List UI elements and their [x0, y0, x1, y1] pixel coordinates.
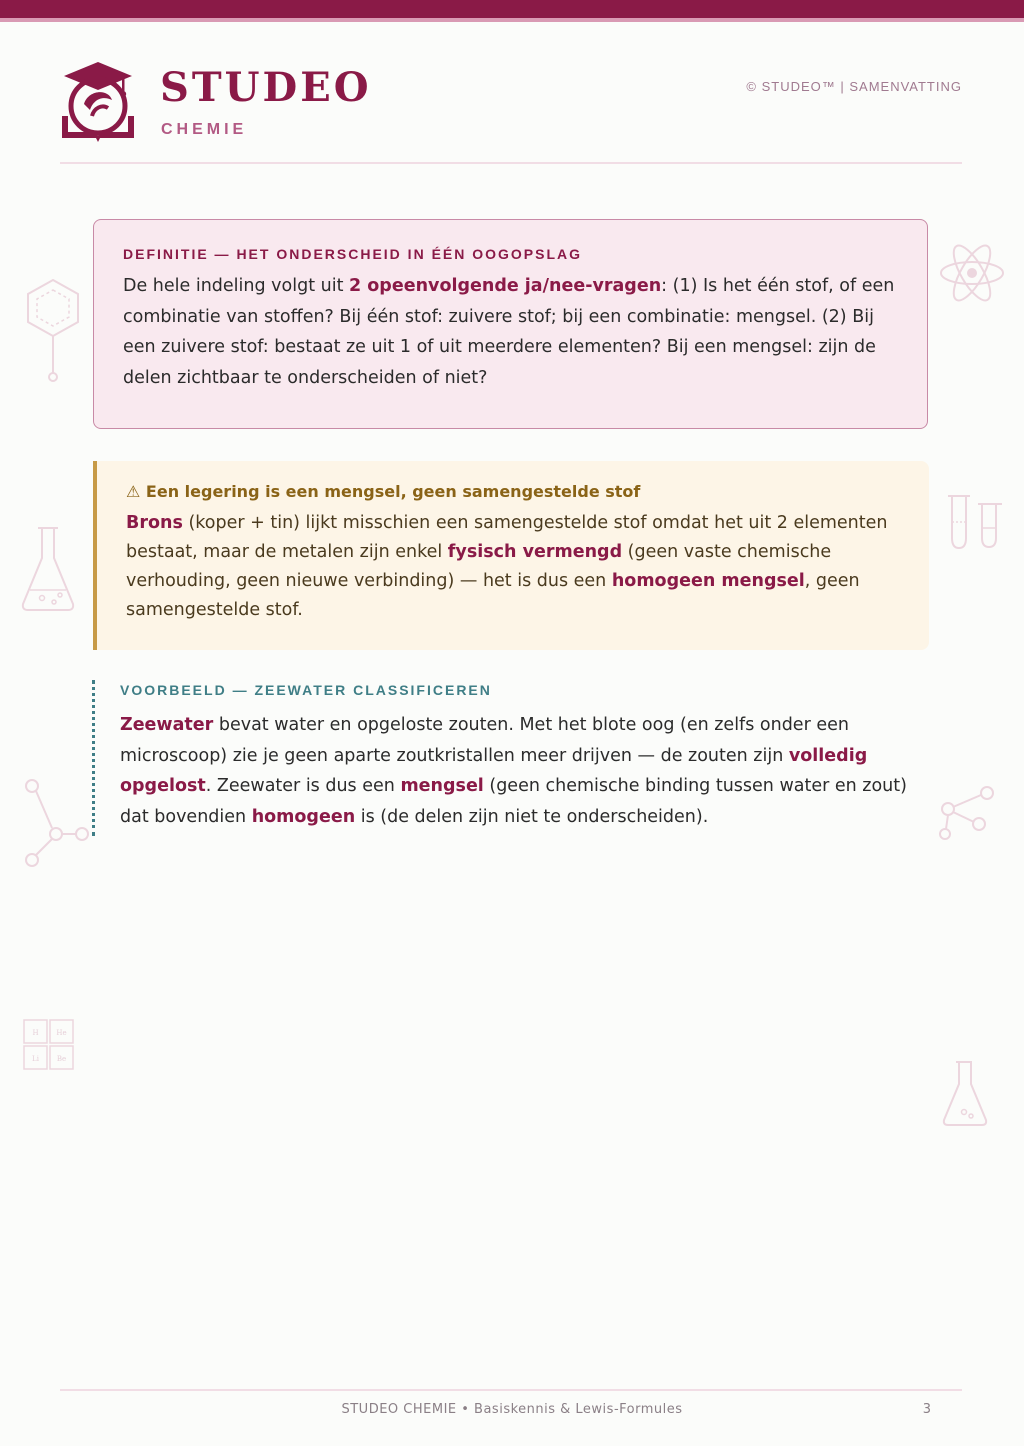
- warning-text: [126, 509, 901, 625]
- warning-highlight: fysisch vermengd: [447, 542, 623, 562]
- example-text-part: (geen chemische binding tussen water en zout) dat bovendien: [120, 776, 907, 827]
- warning-highlight: Brons: [126, 513, 183, 533]
- warning-highlight: homogeen mengsel: [611, 571, 805, 591]
- top-accent-stripe: [0, 18, 1024, 22]
- warning-icon: ⚠: [126, 482, 141, 501]
- footer-divider: [60, 1389, 962, 1391]
- test-tubes-icon: [944, 492, 1006, 550]
- header-copyright: © STUDEO™ | SAMENVATTING: [746, 79, 962, 94]
- example-text: [120, 710, 932, 832]
- studeo-logo-icon: [60, 60, 136, 144]
- brand-title: STUDEO: [160, 64, 372, 111]
- example-text-part: is (de delen zijn niet te onderscheiden).: [355, 806, 709, 827]
- footer-text: STUDEO CHEMIE • Basiskennis & Lewis-Formules: [341, 1402, 683, 1417]
- definition-text: [123, 271, 899, 393]
- periodic-cell-he: He: [56, 1029, 67, 1037]
- warning-title-text: Een legering is een mengsel, geen samengestelde stof: [145, 482, 641, 501]
- warning-box: [93, 461, 929, 650]
- periodic-cell-li: Li: [32, 1055, 39, 1063]
- top-accent-bar: [0, 0, 1024, 18]
- warning-text-part: , geen samengestelde stof.: [126, 571, 860, 620]
- example-text-part: bevat water en opgeloste zouten. Met het blote oog (en zelfs onder een microscoop) zie je geen aparte zoutkristallen meer drijven — de zouten zijn: [120, 715, 849, 766]
- header-divider: [60, 162, 962, 164]
- atom-icon: [938, 240, 1006, 306]
- example-highlight: mengsel: [400, 776, 484, 796]
- benzene-icon: [22, 276, 84, 384]
- definition-box: [93, 219, 928, 429]
- definition-label: DEFINITIE — HET ONDERSCHEID IN ÉÉN OOGOPSLAG: [123, 246, 583, 262]
- periodic-cell-h: H: [32, 1029, 39, 1037]
- definition-highlight: 2 opeenvolgende ja/nee-vragen: [349, 276, 662, 296]
- warning-text-part: (geen vaste chemische verhouding, geen nieuwe verbinding) — het is dus een: [126, 542, 832, 591]
- example-text-part: . Zeewater is dus een: [205, 776, 401, 796]
- example-highlight: volledig opgelost: [120, 745, 868, 796]
- warning-title: [126, 482, 901, 501]
- definition-text-part: : (1) Is het één stof, of een combinatie van stoffen? Bij één stof: zuivere stof; bij een combinatie: mengsel. (2) Bij een zuivere stof: bestaat ze uit 1 of uit meerdere elementen? Bij een mengsel: zijn de delen zichtbaar te onderscheiden of niet?: [123, 276, 895, 388]
- example-highlight: homogeen: [251, 806, 356, 827]
- periodic-cell-be: Be: [56, 1055, 67, 1063]
- flask-small-icon: [940, 1058, 990, 1128]
- periodic-table-icon: [22, 1018, 76, 1072]
- example-label: VOORBEELD — ZEEWATER CLASSIFICEREN: [120, 682, 492, 698]
- example-block: [92, 680, 932, 836]
- molecule-icon: [22, 776, 90, 872]
- warning-text-part: (koper + tin) lijkt misschien een samengestelde stof omdat het uit 2 elementen bestaat, maar de metalen zijn enkel: [126, 513, 888, 562]
- page-number: 3: [922, 1402, 931, 1417]
- definition-text-part: De hele indeling volgt uit: [123, 276, 350, 296]
- network-molecule-icon: [936, 782, 998, 844]
- subject-label: CHEMIE: [161, 121, 248, 138]
- example-highlight: Zeewater: [120, 715, 214, 735]
- flask-icon: [20, 524, 76, 614]
